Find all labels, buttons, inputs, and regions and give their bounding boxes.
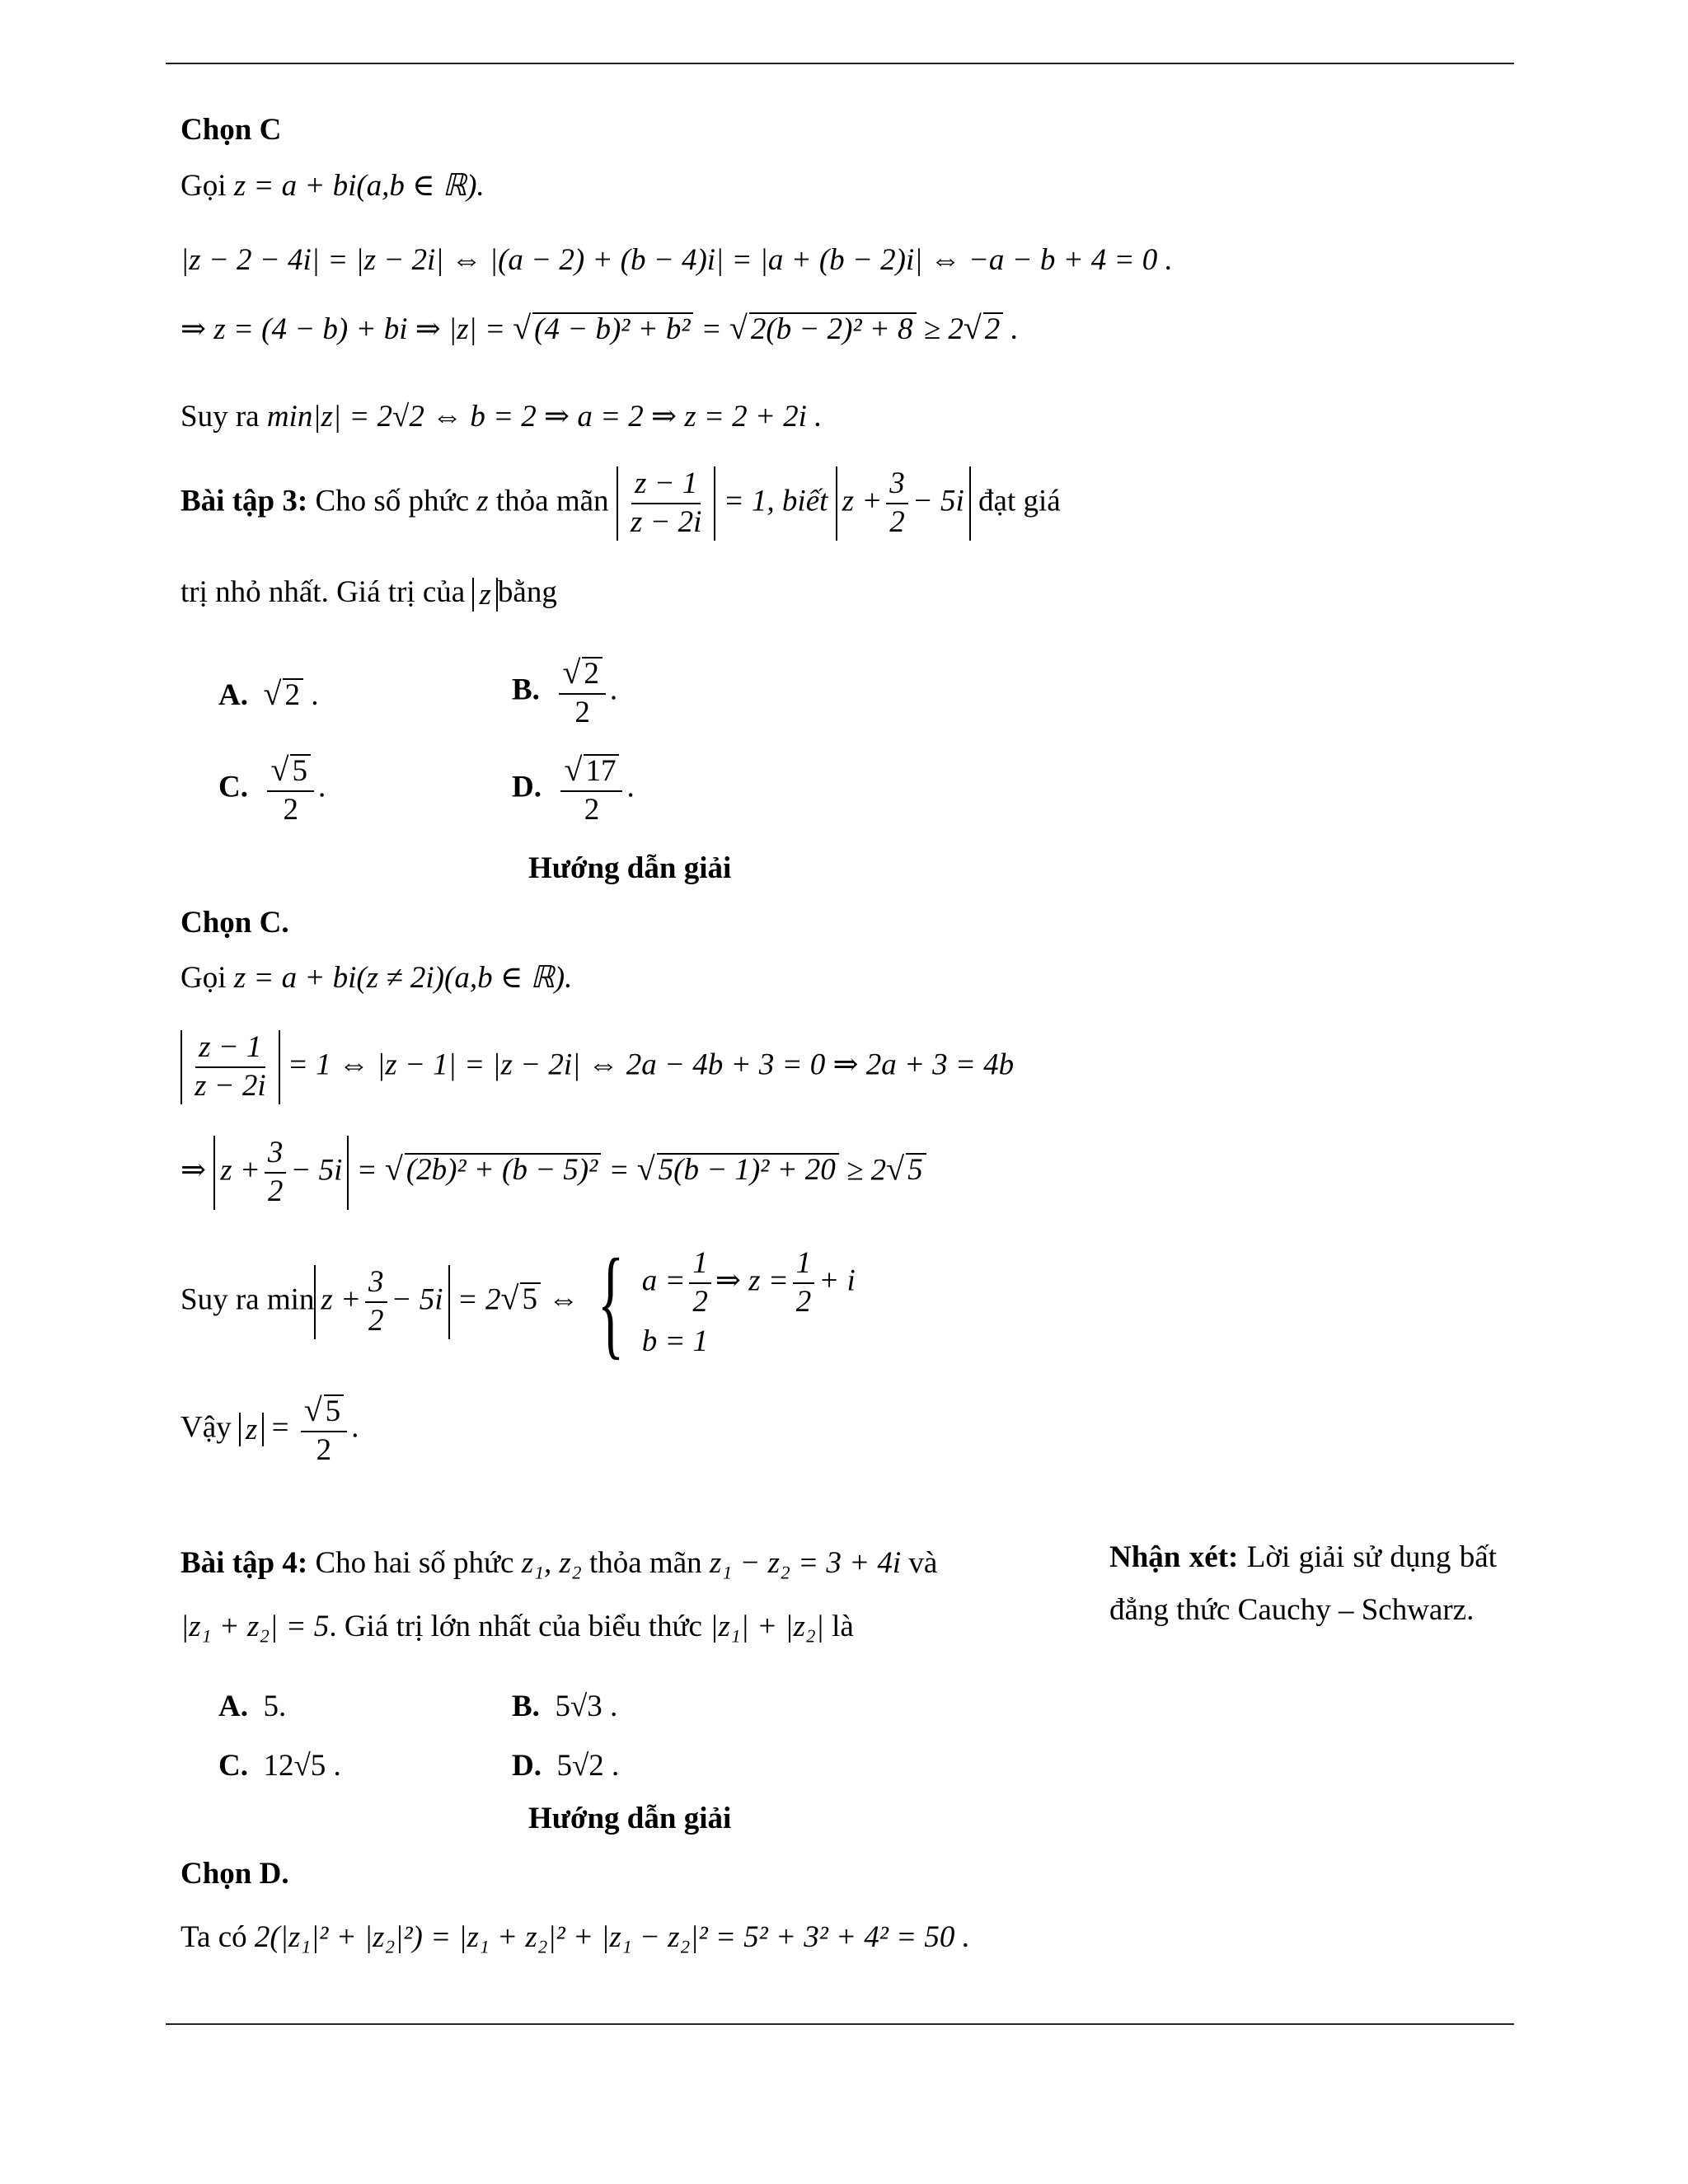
ex3-system-row-b: b = 1 (641, 1324, 709, 1359)
footer-rule (166, 2023, 1514, 2025)
ex3-step1-abs (181, 1030, 280, 1104)
ex3-option-d[interactable]: D. $\frac{√ 17}{2}$ . (512, 751, 635, 827)
ex3-step1: $\frac{z - 1}{z - 2i}$ = 1 ⇔ |z − 1| = |z − 2i| ⇔ 2a − 4b + 3 = 0 ⇒ 2a + 3 = 4b (181, 1030, 1014, 1104)
ex2-eq2-end: . (1010, 312, 1019, 346)
ex3-label: Bài tập 3: (181, 484, 308, 518)
sqrt-icon: √ (500, 1279, 519, 1317)
ex3-option-c-frac: $\frac{√ 5}{2}$ (267, 752, 313, 827)
ex3-text5: bằng (497, 575, 557, 609)
ex2-choose: Chọn C (181, 113, 282, 147)
ex2-eq2-rad3: 2 (983, 312, 1004, 344)
ex3-cond-frac: $\frac{z - 1}{z - 2i}$ (630, 466, 702, 539)
ex3-text1: Cho số phức (315, 484, 469, 518)
ex4-choose: Chọn D. (181, 1857, 289, 1891)
ex3-step2-frac: $\frac{3}{2}$ (265, 1137, 287, 1208)
ex2-eq2 (181, 309, 1019, 346)
ex2-conc-prefix: Suy ra (181, 400, 260, 434)
ex2-eq2-tail: ≥ 2 (923, 312, 964, 346)
ex2-conc-expr: min|z| = 2√2 ⇔ b = 2 ⇒ a = 2 ⇒ z = 2 + 2i . (266, 400, 823, 434)
sqrt-icon: √ (263, 675, 282, 712)
ex2-eq2-mid: = (701, 312, 722, 346)
sqrt-icon: √ (636, 1150, 655, 1188)
ex2-let (181, 171, 485, 201)
ex2-eq2-rad1: (4 − b)² + b² (532, 312, 693, 344)
sqrt-icon: √ (303, 1391, 322, 1428)
ex3-option-c[interactable]: C. $\frac{√ 5}{2}$ . (218, 751, 326, 827)
ex3-option-d-frac: $\frac{√ 17}{2}$ (560, 752, 622, 827)
side-note-text: Lời giải sử dụng bất đẳng thức Cauchy – Schwarz. (1109, 1540, 1498, 1627)
sqrt-icon: √ (729, 309, 748, 346)
ex3-text4: trị nhỏ nhất. Giá trị của (181, 575, 466, 609)
ex3-target-frac: $\frac{3}{2}$ (886, 468, 908, 539)
ex2-eq2-rad2: 2(b − 2)² + 8 (749, 312, 917, 344)
ex2-eq2-lead: ⇒ z = (4 − b) + bi ⇒ |z| = (181, 312, 505, 346)
ex2-let-prefix: Gọi (181, 169, 227, 203)
left-brace-icon: { (598, 1234, 625, 1371)
ex3-choose: Chọn C. (181, 906, 289, 940)
ex3-text3: đạt giá (978, 484, 1061, 518)
ex3-final-frac: $\frac{√ 5}{2}$ (301, 1393, 347, 1467)
ex3-cond-abs (617, 466, 716, 541)
ex3-final: Vậy z = $\frac{√ 5}{2}$ . (181, 1391, 359, 1467)
ex3-target-abs: z + $\frac{3}{2}$ − 5i (836, 466, 971, 541)
ex3-abs-z: z (472, 578, 497, 612)
ex4-option-b[interactable]: B. 5√3 . (512, 1690, 618, 1723)
ex2-conclusion (181, 401, 822, 432)
ex3-step3-abs: z + $\frac{3}{2}$ − 5i (314, 1265, 449, 1339)
sqrt-icon: √ (384, 1150, 403, 1188)
ex4-option-c[interactable]: C. 12√5 . (218, 1749, 341, 1783)
ex3-text2: thỏa mãn (495, 484, 609, 518)
ex3-step3: Suy ra min z + $\frac{3}{2}$ − 5i = 2√ 5 ⇔ { a = $\frac{1}{2}$ ⇒ z = $\frac{1}{2}$ + i b = 1 (181, 1234, 856, 1371)
ex3-eq-one: = 1, biết (723, 484, 828, 518)
sqrt-icon: √ (886, 1150, 905, 1188)
ex3-guide-heading: Hướng dẫn giải (528, 851, 732, 885)
side-note (1109, 1531, 1497, 1637)
ex3-system (641, 1245, 856, 1359)
ex4-option-d[interactable]: D. 5√2 . (512, 1749, 620, 1783)
ex4-statement-2: |z₁ + z₂| = 5. Giá trị lớn nhất của biểu thức |z₁| + |z₂| là (181, 1610, 854, 1643)
ex3-option-a[interactable]: A. √ 2 . (218, 675, 319, 712)
ex3-step3-frac: $\frac{3}{2}$ (365, 1267, 387, 1338)
ex3-var-z: z (476, 484, 489, 518)
ex3-step1-frac: $\frac{z - 1}{z - 2i}$ (195, 1030, 266, 1103)
ex2-let-expr: z = a + bi(a,b ∈ ℝ). (233, 169, 485, 203)
sqrt-icon: √ (562, 654, 581, 691)
ex3-option-b[interactable]: B. $\frac{√ 2}{2}$ . (512, 654, 618, 729)
sqrt-icon: √ (270, 751, 289, 788)
ex2-eq1: |z − 2 − 4i| = |z − 2i| ⇔ |(a − 2) + (b − 4)i| = |a + (b − 2)i| ⇔ −a − b + 4 = 0 . (181, 243, 1173, 277)
ex3-let: Gọi z = a + bi(z ≠ 2i)(a,b ∈ ℝ). (181, 961, 573, 995)
ex4-last: Ta có 2(|z₁|² + |z₂|²) = |z₁ + z₂|² + |z₁ − z₂|² = 5² + 3² + 4² = 50 . (181, 1920, 970, 1954)
side-note-label: Nhận xét: (1109, 1540, 1239, 1574)
ex4-label: Bài tập 4: (181, 1546, 308, 1580)
ex3-step2-abs: z + $\frac{3}{2}$ − 5i (213, 1136, 349, 1210)
ex3-option-b-frac: $\frac{√ 2}{2}$ (559, 655, 605, 729)
header-rule (166, 63, 1514, 64)
ex3-statement-2 (181, 577, 557, 612)
sqrt-icon: √ (513, 309, 532, 346)
sqrt-icon: √ (564, 751, 583, 788)
sqrt-icon: √ (963, 309, 982, 346)
ex4-guide-heading: Hướng dẫn giải (528, 1802, 732, 1835)
ex3-step2: ⇒ z + $\frac{3}{2}$ − 5i = √ (2b)² + (b − 5)² = √ 5(b − 1)² + 20 ≥ 2√ 5 (181, 1136, 926, 1210)
ex4-statement: Bài tập 4: Cho hai số phức z₁, z₂ thỏa mãn z₁ − z₂ = 3 + 4i và (181, 1546, 938, 1580)
ex4-option-a[interactable]: A. 5. (218, 1690, 287, 1723)
ex3-system-row-a: a = $\frac{1}{2}$ ⇒ z = $\frac{1}{2}$ + i (641, 1245, 856, 1319)
ex3-statement (181, 466, 1061, 541)
